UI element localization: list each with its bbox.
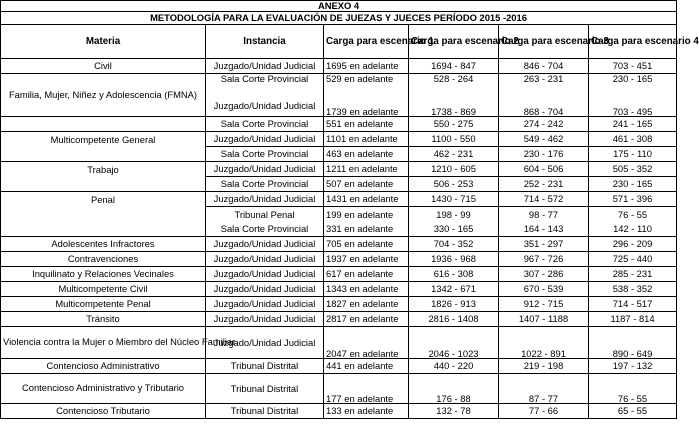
escenario-3-cell: 967 - 726 <box>499 252 589 267</box>
escenario-4-cell: 76 - 55 <box>589 207 677 222</box>
escenario-4-cell: 461 - 308 <box>589 132 677 147</box>
escenario-2-cell: 2816 - 1408 <box>409 312 499 327</box>
table-row <box>1 267 677 282</box>
escenario-1-cell: 1343 en adelante <box>324 282 409 297</box>
instancia-cell: Juzgado/Unidad Judicial <box>206 297 324 312</box>
escenario-4-cell: 714 - 517 <box>589 297 677 312</box>
document-title: METODOLOGÍA PARA LA EVALUACIÓN DE JUEZAS Y JUECES PERÍODO 2015 -2016 <box>1 12 677 25</box>
instancia-cell: Sala Corte Provincial <box>206 177 324 192</box>
instancia-cell: Sala Corte Provincial <box>206 117 324 132</box>
instancia-cell: Juzgado/Unidad Judicial <box>206 327 324 359</box>
escenario-2-cell: 132 - 78 <box>409 404 499 419</box>
materia-contravenciones: Contravenciones <box>1 252 206 267</box>
escenario-2-cell: 1826 - 913 <box>409 297 499 312</box>
materia-civil: Civil <box>1 59 206 74</box>
escenario-1-cell: 551 en adelante <box>324 117 409 132</box>
escenario-3-cell: 77 - 66 <box>499 404 589 419</box>
table-row <box>1 222 677 237</box>
escenario-4-cell: 241 - 165 <box>589 117 677 132</box>
escenario-1-cell: 1739 en adelante <box>324 95 409 117</box>
escenario-1-cell: 529 en adelante <box>324 74 409 95</box>
escenario-1-cell: 617 en adelante <box>324 267 409 282</box>
instancia-cell: Tribunal Distrital <box>206 404 324 419</box>
escenario-4-cell: 538 - 352 <box>589 282 677 297</box>
table-row <box>1 74 677 95</box>
escenario-3-cell: 87 - 77 <box>499 374 589 404</box>
escenario-4-cell: 142 - 110 <box>589 222 677 237</box>
table-row <box>1 162 677 177</box>
header-materia: Materia <box>1 25 206 59</box>
escenario-2-cell: 1342 - 671 <box>409 282 499 297</box>
escenario-2-cell: 330 - 165 <box>409 222 499 237</box>
instancia-cell: Tribunal Penal <box>206 207 324 222</box>
escenario-4-cell: 725 - 440 <box>589 252 677 267</box>
materia-violencia: Violencia contra la Mujer o Miembro del Núcleo Familiar <box>1 327 206 359</box>
escenario-1-cell: 199 en adelante <box>324 207 409 222</box>
materia-penal: Penal <box>1 192 206 207</box>
escenario-1-cell: 2817 en adelante <box>324 312 409 327</box>
escenario-1-cell: 2047 en adelante <box>324 327 409 359</box>
instancia-cell: Juzgado/Unidad Judicial <box>206 59 324 74</box>
materia-fmna: Familia, Mujer, Niñez y Adolescencia (FMNA) <box>1 74 206 117</box>
table-row <box>1 192 677 207</box>
materia-transito: Tránsito <box>1 312 206 327</box>
instancia-cell: Tribunal Distrital <box>206 374 324 404</box>
escenario-1-cell: 1937 en adelante <box>324 252 409 267</box>
escenario-4-cell: 230 - 165 <box>589 74 677 95</box>
escenario-2-cell: 528 - 264 <box>409 74 499 95</box>
instancia-cell: Juzgado/Unidad Judicial <box>206 132 324 147</box>
escenario-1-cell: 133 en adelante <box>324 404 409 419</box>
materia-contencioso-administrativo: Contencioso Administrativo <box>1 359 206 374</box>
escenario-4-cell: 703 - 451 <box>589 59 677 74</box>
escenario-1-cell: 1695 en adelante <box>324 59 409 74</box>
instancia-cell: Sala Corte Provincial <box>206 74 324 95</box>
table-row <box>1 252 677 267</box>
table-row <box>1 404 677 419</box>
escenario-3-cell: 714 - 572 <box>499 192 589 207</box>
materia-inquilinato: Inquilinato y Relaciones Vecinales <box>1 267 206 282</box>
instancia-cell: Juzgado/Unidad Judicial <box>206 282 324 297</box>
escenario-1-cell: 1101 en adelante <box>324 132 409 147</box>
escenario-2-cell: 1100 - 550 <box>409 132 499 147</box>
escenario-3-cell: 164 - 143 <box>499 222 589 237</box>
escenario-3-cell: 263 - 231 <box>499 74 589 95</box>
table-row <box>1 297 677 312</box>
annex-label: ANEXO 4 <box>1 1 677 12</box>
table-row <box>1 237 677 252</box>
escenario-2-cell: 1430 - 715 <box>409 192 499 207</box>
escenario-4-cell: 197 - 132 <box>589 359 677 374</box>
table-row <box>1 312 677 327</box>
instancia-cell: Juzgado/Unidad Judicial <box>206 267 324 282</box>
escenario-1-cell: 331 en adelante <box>324 222 409 237</box>
instancia-cell: Juzgado/Unidad Judicial <box>206 252 324 267</box>
escenario-3-cell: 307 - 286 <box>499 267 589 282</box>
instancia-cell: Tribunal Distrital <box>206 359 324 374</box>
escenario-1-cell: 705 en adelante <box>324 237 409 252</box>
table-row <box>1 132 677 147</box>
escenario-2-cell: 176 - 88 <box>409 374 499 404</box>
header-escenario-4: Carga para escenario 4 <box>589 25 677 59</box>
escenario-4-cell: 65 - 55 <box>589 404 677 419</box>
instancia-cell: Juzgado/Unidad Judicial <box>206 312 324 327</box>
escenario-4-cell: 890 - 649 <box>589 327 677 359</box>
table-row <box>1 359 677 374</box>
escenario-3-cell: 604 - 506 <box>499 162 589 177</box>
escenario-3-cell: 868 - 704 <box>499 95 589 117</box>
escenario-3-cell: 1022 - 891 <box>499 327 589 359</box>
escenario-2-cell: 1694 - 847 <box>409 59 499 74</box>
escenario-4-cell: 230 - 165 <box>589 177 677 192</box>
table-row <box>1 117 677 132</box>
table-row <box>1 282 677 297</box>
materia-empty <box>1 222 206 237</box>
materia-multicompetente-civil: Multicompetente Civil <box>1 282 206 297</box>
materia-adolescentes-infractores: Adolescentes Infractores <box>1 237 206 252</box>
escenario-2-cell: 506 - 253 <box>409 177 499 192</box>
header-instancia: Instancia <box>206 25 324 59</box>
materia-multicompetente-penal: Multicompetente Penal <box>1 297 206 312</box>
materia-multicompetente-general: Multicompetente General <box>1 132 206 147</box>
table-row <box>1 207 677 222</box>
escenario-2-cell: 550 - 275 <box>409 117 499 132</box>
table-row <box>1 327 677 359</box>
table-row <box>1 59 677 74</box>
escenario-2-cell: 1210 - 605 <box>409 162 499 177</box>
escenario-4-cell: 76 - 55 <box>589 374 677 404</box>
escenario-3-cell: 549 - 462 <box>499 132 589 147</box>
escenario-2-cell: 462 - 231 <box>409 147 499 162</box>
escenario-3-cell: 252 - 231 <box>499 177 589 192</box>
materia-empty <box>1 147 206 162</box>
instancia-cell: Juzgado/Unidad Judicial <box>206 162 324 177</box>
materia-empty <box>1 207 206 222</box>
materia-trabajo: Trabajo <box>1 162 206 177</box>
escenario-1-cell: 1827 en adelante <box>324 297 409 312</box>
escenario-4-cell: 285 - 231 <box>589 267 677 282</box>
table-row <box>1 147 677 162</box>
escenario-3-cell: 912 - 715 <box>499 297 589 312</box>
escenario-2-cell: 704 - 352 <box>409 237 499 252</box>
escenario-1-cell: 507 en adelante <box>324 177 409 192</box>
escenario-3-cell: 351 - 297 <box>499 237 589 252</box>
materia-empty <box>1 177 206 192</box>
escenario-1-cell: 1211 en adelante <box>324 162 409 177</box>
escenario-2-cell: 616 - 308 <box>409 267 499 282</box>
instancia-cell: Juzgado/Unidad Judicial <box>206 192 324 207</box>
escenario-3-cell: 846 - 704 <box>499 59 589 74</box>
escenario-2-cell: 198 - 99 <box>409 207 499 222</box>
materia-contencioso-adm-tributario: Contencioso Administrativo y Tributario <box>1 374 206 404</box>
header-escenario-3: Carga para escenario 3 <box>499 25 589 59</box>
escenario-4-cell: 1187 - 814 <box>589 312 677 327</box>
header-escenario-1: Carga para escenario 1 <box>324 25 409 59</box>
escenario-1-cell: 1431 en adelante <box>324 192 409 207</box>
instancia-cell: Juzgado/Unidad Judicial <box>206 237 324 252</box>
escenario-2-cell: 2046 - 1023 <box>409 327 499 359</box>
instancia-cell: Sala Corte Provincial <box>206 222 324 237</box>
escenario-3-cell: 670 - 539 <box>499 282 589 297</box>
instancia-cell: Juzgado/Unidad Judicial <box>206 95 324 117</box>
table-row <box>1 374 677 404</box>
materia-empty <box>1 117 206 132</box>
escenario-3-cell: 219 - 198 <box>499 359 589 374</box>
header-escenario-2: Carga para escenario 2 <box>409 25 499 59</box>
escenario-2-cell: 440 - 220 <box>409 359 499 374</box>
escenario-4-cell: 296 - 209 <box>589 237 677 252</box>
escenario-1-cell: 441 en adelante <box>324 359 409 374</box>
escenario-3-cell: 1407 - 1188 <box>499 312 589 327</box>
escenario-3-cell: 230 - 176 <box>499 147 589 162</box>
escenario-4-cell: 505 - 352 <box>589 162 677 177</box>
table-row <box>1 177 677 192</box>
escenario-1-cell: 463 en adelante <box>324 147 409 162</box>
escenario-4-cell: 175 - 110 <box>589 147 677 162</box>
escenario-4-cell: 703 - 495 <box>589 95 677 117</box>
escenario-2-cell: 1738 - 869 <box>409 95 499 117</box>
escenario-3-cell: 274 - 242 <box>499 117 589 132</box>
escenario-4-cell: 571 - 396 <box>589 192 677 207</box>
escenario-3-cell: 98 - 77 <box>499 207 589 222</box>
escenario-1-cell: 177 en adelante <box>324 374 409 404</box>
materia-contencioso-tributario: Contencioso Tributario <box>1 404 206 419</box>
escenario-2-cell: 1936 - 968 <box>409 252 499 267</box>
instancia-cell: Sala Corte Provincial <box>206 147 324 162</box>
